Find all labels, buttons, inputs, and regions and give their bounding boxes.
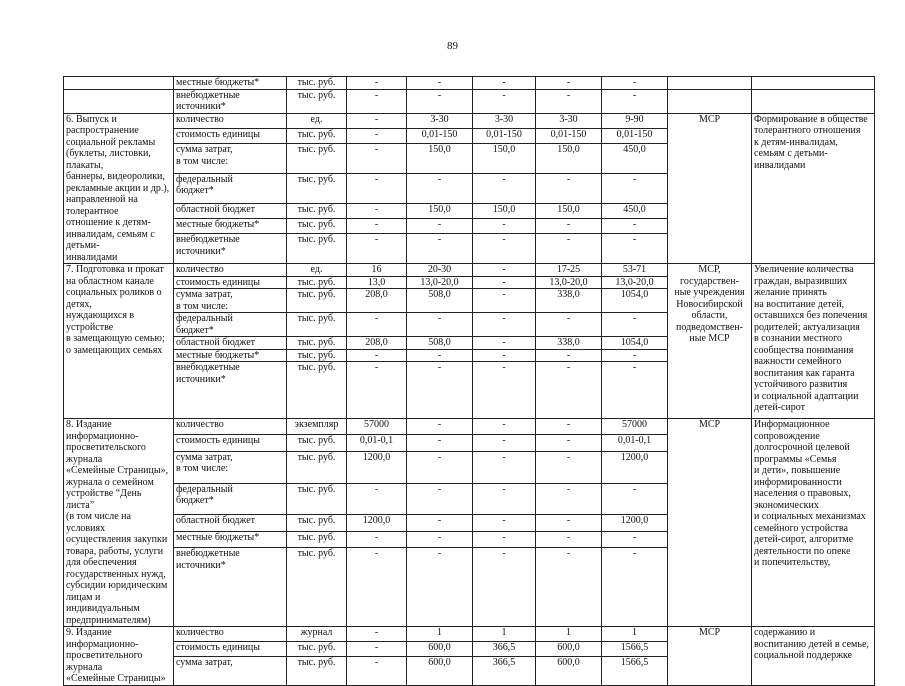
year-value-cell: - <box>347 89 407 113</box>
total-cell: - <box>602 77 668 90</box>
activity-name-cell: 6. Выпуск и распространение социальной рекламы (буклеты, листовки, плакаты, баннеры, видеоролики, рекламные акции и др.), направленной на толерантное отношение к детям- инвалидам, семьям с детьми- инвалидами <box>64 113 174 264</box>
expected-result-cell: содержанию и воспитанию детей в семье, социальной поддержке <box>752 627 875 686</box>
year-value-cell: - <box>407 483 473 515</box>
total-cell: 1200,0 <box>602 515 668 531</box>
year-value-cell: - <box>347 657 407 685</box>
total-cell: 1054,0 <box>602 289 668 313</box>
year-value-cell: 13,0 <box>347 276 407 289</box>
year-value-cell: - <box>407 531 473 547</box>
total-cell: - <box>602 531 668 547</box>
continuation-cell <box>668 89 752 113</box>
year-value-cell: 338,0 <box>536 337 602 350</box>
year-value-cell: - <box>473 77 536 90</box>
year-value-cell: - <box>347 627 407 642</box>
year-value-cell: 150,0 <box>407 144 473 174</box>
year-value-cell: - <box>536 548 602 627</box>
continuation-cell <box>752 89 875 113</box>
year-value-cell: 150,0 <box>473 144 536 174</box>
indicator-cell: федеральный бюджет* <box>174 313 287 337</box>
year-value-cell: 508,0 <box>407 337 473 350</box>
table-row <box>64 419 875 435</box>
activities-table <box>63 76 875 686</box>
year-value-cell: - <box>347 362 407 419</box>
year-value-cell: 150,0 <box>536 203 602 218</box>
unit-cell: экземпляр <box>287 419 347 435</box>
unit-cell: тыс. руб. <box>287 531 347 547</box>
year-value-cell: - <box>473 419 536 435</box>
continuation-cell <box>64 77 174 90</box>
continuation-cell <box>64 89 174 113</box>
year-value-cell: - <box>473 451 536 483</box>
year-value-cell: - <box>347 113 407 128</box>
unit-cell: тыс. руб. <box>287 642 347 657</box>
year-value-cell: - <box>473 349 536 362</box>
total-cell: 1566,5 <box>602 657 668 685</box>
total-cell: 450,0 <box>602 203 668 218</box>
total-cell: - <box>602 218 668 233</box>
year-value-cell: - <box>347 234 407 264</box>
activity-name-cell: 9. Издание информационно- просветительного журнала «Семейные Страницы» <box>64 627 174 686</box>
activity-name-cell: 8. Издание информационно- просветительского журнала «Семейные Страницы», журнала о семейном устройстве “День листа” (в том числе на условиях осуществления закупки товара, работы, услуги для обеспечения государственных нужд, субсидии юридическим лицам и индивидуальным предпринимателям) <box>64 419 174 627</box>
table-row <box>64 627 875 642</box>
year-value-cell: - <box>347 77 407 90</box>
year-value-cell: - <box>347 144 407 174</box>
year-value-cell: - <box>536 77 602 90</box>
unit-cell: тыс. руб. <box>287 657 347 685</box>
year-value-cell: 20-30 <box>407 264 473 277</box>
year-value-cell: 600,0 <box>536 657 602 685</box>
year-value-cell: - <box>407 548 473 627</box>
year-value-cell: - <box>536 313 602 337</box>
year-value-cell: 338,0 <box>536 289 602 313</box>
year-value-cell: - <box>473 362 536 419</box>
year-value-cell: - <box>473 435 536 451</box>
year-value-cell: - <box>347 218 407 233</box>
year-value-cell: - <box>536 451 602 483</box>
indicator-cell: сумма затрат, в том числе: <box>174 144 287 174</box>
page-number: 89 <box>447 40 458 52</box>
indicator-cell: сумма затрат, в том числе: <box>174 289 287 313</box>
indicator-cell: местные бюджеты* <box>174 531 287 547</box>
total-cell: 57000 <box>602 419 668 435</box>
year-value-cell: 150,0 <box>473 203 536 218</box>
year-value-cell: - <box>536 89 602 113</box>
total-cell: - <box>602 548 668 627</box>
unit-cell: тыс. руб. <box>287 203 347 218</box>
executor-cell: МСР <box>668 627 752 686</box>
total-cell: - <box>602 362 668 419</box>
total-cell: 1200,0 <box>602 451 668 483</box>
continuation-cell <box>668 77 752 90</box>
year-value-cell: - <box>407 349 473 362</box>
year-value-cell: - <box>473 289 536 313</box>
unit-cell: тыс. руб. <box>287 128 347 143</box>
table-row <box>64 264 875 277</box>
indicator-cell: стоимость единицы <box>174 276 287 289</box>
year-value-cell: - <box>536 234 602 264</box>
year-value-cell: - <box>473 337 536 350</box>
unit-cell: тыс. руб. <box>287 362 347 419</box>
year-value-cell: 600,0 <box>407 657 473 685</box>
year-value-cell: - <box>407 234 473 264</box>
total-cell: 0,01-150 <box>602 128 668 143</box>
table-row <box>64 113 875 128</box>
indicator-cell: местные бюджеты* <box>174 349 287 362</box>
year-value-cell: - <box>407 89 473 113</box>
year-value-cell: - <box>536 349 602 362</box>
year-value-cell: 508,0 <box>407 289 473 313</box>
year-value-cell: - <box>473 173 536 203</box>
year-value-cell: - <box>347 349 407 362</box>
year-value-cell: - <box>407 515 473 531</box>
year-value-cell: - <box>473 515 536 531</box>
year-value-cell: 3-30 <box>536 113 602 128</box>
indicator-cell: количество <box>174 113 287 128</box>
total-cell: 1566,5 <box>602 642 668 657</box>
unit-cell: тыс. руб. <box>287 349 347 362</box>
year-value-cell: - <box>407 435 473 451</box>
unit-cell: тыс. руб. <box>287 234 347 264</box>
year-value-cell: - <box>473 531 536 547</box>
year-value-cell: 366,5 <box>473 657 536 685</box>
expected-result-cell: Информационное сопровождение долгосрочной целевой программы «Семья и дети», повышение информированности населения о правовых, экономических и социальных механизмах семейного устройства детей-сирот, алгоритме деятельности по опеке и попечительству, <box>752 419 875 627</box>
year-value-cell: - <box>536 435 602 451</box>
year-value-cell: - <box>536 483 602 515</box>
unit-cell: тыс. руб. <box>287 483 347 515</box>
indicator-cell: областной бюджет <box>174 337 287 350</box>
total-cell: - <box>602 173 668 203</box>
year-value-cell: 57000 <box>347 419 407 435</box>
year-value-cell: - <box>347 313 407 337</box>
unit-cell: тыс. руб. <box>287 313 347 337</box>
year-value-cell: - <box>347 548 407 627</box>
year-value-cell: - <box>347 483 407 515</box>
year-value-cell: 150,0 <box>536 144 602 174</box>
year-value-cell: 600,0 <box>536 642 602 657</box>
year-value-cell: - <box>473 264 536 277</box>
unit-cell: ед. <box>287 113 347 128</box>
expected-result-cell: Формирование в обществе толерантного отношения к детям-инвалидам, семьям с детьми- инвалидами <box>752 113 875 264</box>
year-value-cell: - <box>407 173 473 203</box>
unit-cell: тыс. руб. <box>287 173 347 203</box>
year-value-cell: 0,01-0,1 <box>347 435 407 451</box>
year-value-cell: - <box>407 451 473 483</box>
total-cell: 450,0 <box>602 144 668 174</box>
unit-cell: тыс. руб. <box>287 218 347 233</box>
year-value-cell: - <box>473 276 536 289</box>
unit-cell: тыс. руб. <box>287 451 347 483</box>
year-value-cell: 208,0 <box>347 337 407 350</box>
total-cell: 1054,0 <box>602 337 668 350</box>
year-value-cell: 13,0-20,0 <box>536 276 602 289</box>
expected-result-cell: Увеличение количества граждан, выразивших желание принять на воспитание детей, оставшихся без попечения родителей; актуализация в сознании местного сообщества понимания важности семейного воспитания как гаранта устойчивого развития и социальной адаптации детей-сирот <box>752 264 875 419</box>
indicator-cell: стоимость единицы <box>174 642 287 657</box>
year-value-cell: - <box>536 531 602 547</box>
year-value-cell: - <box>473 218 536 233</box>
year-value-cell: - <box>407 419 473 435</box>
total-cell: 1 <box>602 627 668 642</box>
year-value-cell: - <box>536 362 602 419</box>
unit-cell: тыс. руб. <box>287 77 347 90</box>
indicator-cell: федеральный бюджет* <box>174 483 287 515</box>
unit-cell: тыс. руб. <box>287 289 347 313</box>
indicator-cell: стоимость единицы <box>174 128 287 143</box>
indicator-cell: стоимость единицы <box>174 435 287 451</box>
unit-cell: тыс. руб. <box>287 337 347 350</box>
indicator-cell: местные бюджеты* <box>174 77 287 90</box>
year-value-cell: - <box>473 548 536 627</box>
indicator-cell: внебюджетные источники* <box>174 234 287 264</box>
year-value-cell: - <box>347 531 407 547</box>
year-value-cell: 1 <box>473 627 536 642</box>
executor-cell: МСР, государствен- ные учреждения Новосибирской области, подведомствен- ные МСР <box>668 264 752 419</box>
year-value-cell: 0,01-150 <box>473 128 536 143</box>
year-value-cell: - <box>347 128 407 143</box>
indicator-cell: количество <box>174 419 287 435</box>
unit-cell: тыс. руб. <box>287 435 347 451</box>
year-value-cell: - <box>347 173 407 203</box>
total-cell: 53-71 <box>602 264 668 277</box>
year-value-cell: - <box>407 362 473 419</box>
year-value-cell: - <box>536 218 602 233</box>
continuation-cell <box>752 77 875 90</box>
table-row <box>64 77 875 90</box>
indicator-cell: количество <box>174 264 287 277</box>
executor-cell: МСР <box>668 419 752 627</box>
unit-cell: тыс. руб. <box>287 276 347 289</box>
year-value-cell: 0,01-150 <box>536 128 602 143</box>
year-value-cell: 13,0-20,0 <box>407 276 473 289</box>
total-cell: 0,01-0,1 <box>602 435 668 451</box>
year-value-cell: - <box>473 313 536 337</box>
year-value-cell: 16 <box>347 264 407 277</box>
year-value-cell: - <box>473 89 536 113</box>
year-value-cell: - <box>536 419 602 435</box>
year-value-cell: 208,0 <box>347 289 407 313</box>
indicator-cell: областной бюджет <box>174 515 287 531</box>
year-value-cell: - <box>407 77 473 90</box>
executor-cell: МСР <box>668 113 752 264</box>
year-value-cell: - <box>407 313 473 337</box>
year-value-cell: 150,0 <box>407 203 473 218</box>
indicator-cell: сумма затрат, в том числе: <box>174 451 287 483</box>
indicator-cell: местные бюджеты* <box>174 218 287 233</box>
year-value-cell: 1200,0 <box>347 451 407 483</box>
indicator-cell: внебюджетные источники* <box>174 362 287 419</box>
unit-cell: тыс. руб. <box>287 548 347 627</box>
year-value-cell: - <box>473 234 536 264</box>
year-value-cell: 1 <box>536 627 602 642</box>
year-value-cell: - <box>473 483 536 515</box>
indicator-cell: количество <box>174 627 287 642</box>
total-cell: 9-90 <box>602 113 668 128</box>
indicator-cell: внебюджетные источники* <box>174 548 287 627</box>
unit-cell: ед. <box>287 264 347 277</box>
total-cell: - <box>602 313 668 337</box>
year-value-cell: 1 <box>407 627 473 642</box>
unit-cell: журнал <box>287 627 347 642</box>
year-value-cell: - <box>347 642 407 657</box>
year-value-cell: 17-25 <box>536 264 602 277</box>
total-cell: - <box>602 234 668 264</box>
year-value-cell: 3-30 <box>473 113 536 128</box>
year-value-cell: 600,0 <box>407 642 473 657</box>
year-value-cell: 366,5 <box>473 642 536 657</box>
year-value-cell: 0,01-150 <box>407 128 473 143</box>
indicator-cell: внебюджетные источники* <box>174 89 287 113</box>
unit-cell: тыс. руб. <box>287 515 347 531</box>
activity-name-cell: 7. Подготовка и прокат на областном канале социальных роликов о детях, нуждающихся в устройстве в замещающую семью; о замещающих семьях <box>64 264 174 419</box>
year-value-cell: - <box>407 218 473 233</box>
indicator-cell: федеральный бюджет* <box>174 173 287 203</box>
total-cell: 13,0-20,0 <box>602 276 668 289</box>
year-value-cell: - <box>536 515 602 531</box>
unit-cell: тыс. руб. <box>287 144 347 174</box>
total-cell: - <box>602 349 668 362</box>
table-row <box>64 89 875 113</box>
year-value-cell: 1200,0 <box>347 515 407 531</box>
total-cell: - <box>602 483 668 515</box>
year-value-cell: - <box>536 173 602 203</box>
indicator-cell: сумма затрат, <box>174 657 287 685</box>
total-cell: - <box>602 89 668 113</box>
year-value-cell: - <box>347 203 407 218</box>
indicator-cell: областной бюджет <box>174 203 287 218</box>
unit-cell: тыс. руб. <box>287 89 347 113</box>
year-value-cell: 3-30 <box>407 113 473 128</box>
